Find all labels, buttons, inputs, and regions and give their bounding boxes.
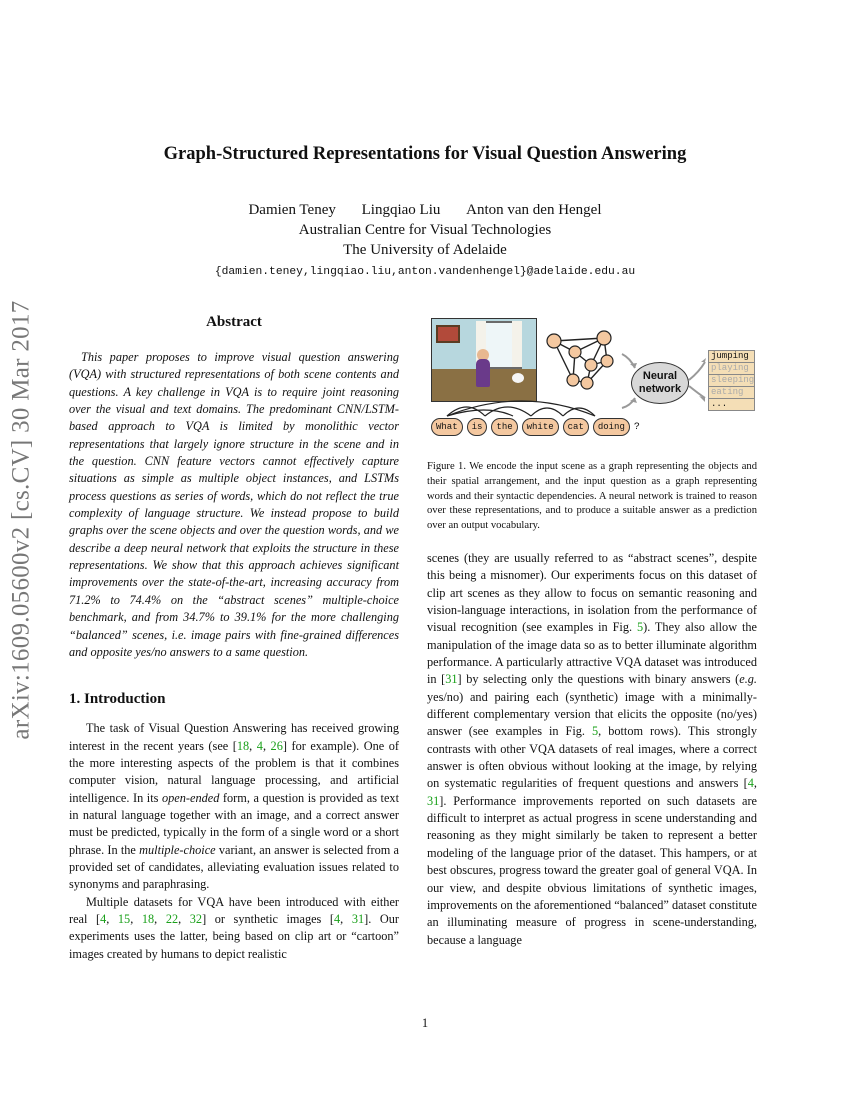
- figure-ref-link[interactable]: 5: [591, 724, 599, 739]
- question-word-nodes: [431, 418, 640, 436]
- citation-link[interactable]: 4: [747, 776, 754, 791]
- author-block: [0, 200, 850, 282]
- citation-link[interactable]: 31: [351, 911, 365, 926]
- author-name: Damien Teney: [248, 202, 336, 218]
- vocab-item: sleeping: [708, 375, 755, 387]
- vocab-item: ...: [708, 399, 755, 411]
- citation-link[interactable]: 26: [270, 738, 283, 753]
- abstract-heading: Abstract: [206, 314, 262, 330]
- citation-link[interactable]: 18: [236, 738, 250, 753]
- neural-network-node: Neural network: [631, 362, 689, 404]
- output-vocabulary: [708, 350, 755, 411]
- university-line: The University of Adelaide: [343, 242, 507, 258]
- right-column-paragraph: scenes (they are usually referred to as “abstract scenes”, despite this being a misnomer). Our experiments focus on this dataset of clip art scenes as they allow to focus on semantic reasoning and vision-language interactions, in isolation from the performance of visual recognition (see examples in Fig. 5). They also allow the manipulation of the image data so as to better illuminate algorithm performance. A particularly attractive VQA dataset was introduced in [31] by selecting only the questions with binary answers (e.g. yes/no) and pairing each (synthetic) image with a minimally-different complementary version that elicits the opposite (no/yes) answer (see examples in Fig. 5, bottom rows). This strongly contrasts with other VQA datasets of real images, where a correct answer is often obvious without looking at the image, by relying on systematic regularities of frequent questions and answers [4, 31]. Performance improvements reported on such datasets are difficult to interpret as actual progress in scene understanding and reasoning as they might similarly be taken to represent a better modeling of the language prior of the dataset. This hampers, or at best obscures, progress toward the greater goal of general VQA. In our view, and despite obvious limitations of synthetic images, improvements on the aforementioned “balanced” dataset constitute an illuminating measure of progress in scene-understanding, because a language: [427, 550, 757, 947]
- scene-graph-edges: [554, 338, 607, 383]
- citation-link[interactable]: 32: [189, 911, 203, 926]
- question-word: What: [431, 418, 463, 436]
- author-names: [0, 200, 850, 220]
- vocab-item: playing: [708, 363, 755, 375]
- page-number: 1: [421, 1016, 429, 1030]
- affiliation-line: Australian Centre for Visual Technologies: [298, 222, 552, 238]
- arxiv-id-text: arXiv:1609.05600v2 [cs.CV] 30 Mar 2017: [8, 300, 35, 740]
- intro-paragraph-1: The task of Visual Question Answering has received growing interest in the recent years (see [18, 4, 26] for example). One of the more interesting aspects of the problem is that it combines computer vision, natural language processing, and artificial intelligence. In its open-ended form, a question is provided as text in natural language together with an image, and a correct answer must be predicted, typically in the form of a single word or a short phrase. In the multiple-choice variant, an answer is selected from a provided set of candidates, alleviating evaluation issues related to synonyms and paraphrasing.: [69, 721, 399, 892]
- author-name: Lingqiao Liu: [361, 202, 441, 218]
- citation-link[interactable]: 4: [334, 911, 341, 926]
- vocab-item: jumping: [708, 350, 755, 363]
- question-word: doing: [593, 418, 630, 436]
- right-column: [427, 312, 757, 949]
- citation-link[interactable]: 15: [117, 911, 131, 926]
- arxiv-side-stamp: [2, 290, 42, 750]
- citation-link[interactable]: 4: [256, 738, 263, 753]
- paper-title: Graph-Structured Representations for Visual Question Answering: [163, 144, 687, 164]
- citation-link[interactable]: 4: [100, 911, 107, 926]
- vocab-item: eating: [708, 387, 755, 399]
- figure-1: [427, 312, 757, 440]
- author-name: Anton van den Hengel: [466, 202, 602, 218]
- question-word: the: [491, 418, 517, 436]
- citation-link[interactable]: 22: [165, 911, 179, 926]
- question-word: white: [522, 418, 559, 436]
- abstract-text: This paper proposes to improve visual question answering (VQA) with structured representations of both scene contents and questions. A key challenge in VQA is to require joint reasoning over the visual and text domains. The predominant CNN/LSTM-based approach to VQA is limited by monolithic vector representations that largely ignore structure in the scene and in the question. CNN feature vectors cannot effectively capture situations as simple as multiple object instances, and LSTMs process questions as series of words, which do not reflect the true complexity of language structure. We instead propose to build graphs over the scene objects and over the question words, and we describe a deep neural network that exploits the structure in these representations. We show that this approach achieves significant improvements over the state-of-the-art, increasing accuracy from 71.2% to 74.4% on the “abstract scenes” multiple-choice benchmark, and from 34.7% to 39.1% for the more challenging “balanced” scenes, i.e. image pairs with fine-grained differences and opposite yes/no answers to a same question.: [69, 350, 399, 659]
- question-word: cat: [563, 418, 589, 436]
- figure-1-caption: Figure 1. We encode the input scene as a graph representing the objects and their spatial arrangement, and the input question as a graph representing words and their syntactic dependencies. A neural network is trained to reason over these representations, and to produce a suitable answer as a prediction over an output vocabulary.: [427, 461, 757, 532]
- question-word: is: [467, 418, 488, 436]
- citation-link[interactable]: 31: [445, 672, 458, 687]
- author-emails: {damien.teney,lingqiao.liu,anton.vandenhengel}@adelaide.edu.au: [214, 266, 636, 278]
- question-mark: ?: [633, 422, 640, 433]
- question-graph-arcs: [447, 401, 595, 416]
- figure-ref-link[interactable]: 5: [636, 620, 644, 635]
- introduction-heading: 1. Introduction: [69, 691, 166, 708]
- citation-link[interactable]: 18: [141, 911, 155, 926]
- left-column: [69, 312, 399, 963]
- citation-link[interactable]: 31: [427, 793, 440, 808]
- intro-paragraph-2: Multiple datasets for VQA have been introduced with either real [4, 15, 18, 22, 32] or synthetic images [4, 31]. Our experiments uses the latter, being based on clip art or “cartoon” images created by humans to depict realistic: [69, 894, 399, 961]
